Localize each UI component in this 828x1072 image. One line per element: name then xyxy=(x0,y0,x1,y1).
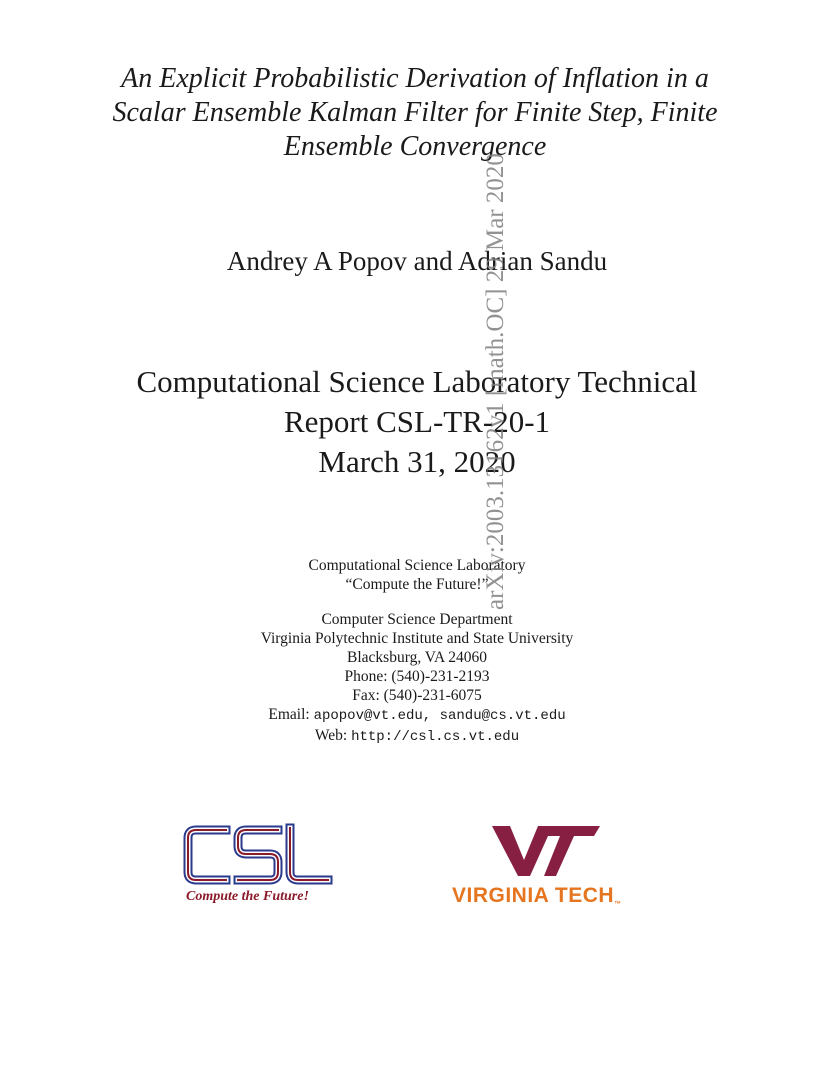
email-label: Email: xyxy=(268,706,310,723)
email-addresses[interactable]: apopov@vt.edu, sandu@cs.vt.edu xyxy=(313,708,566,724)
arxiv-stamp: arXiv:2003.13162v1 [math.OC] 29 Mar 2020 xyxy=(482,153,509,610)
title-line-1: An Explicit Probabilistic Derivation of Inflation in a xyxy=(121,63,709,94)
web-line xyxy=(0,726,828,747)
address: Blacksburg, VA 24060 xyxy=(347,649,487,666)
report-line-1: Computational Science Laboratory Technical xyxy=(136,364,698,399)
vt-name: VIRGINIA TECH xyxy=(452,884,615,907)
report-heading xyxy=(0,362,828,482)
report-line-2: Report CSL-TR-20-1 xyxy=(283,404,551,439)
web-label: Web: xyxy=(314,727,348,744)
lab-motto: “Compute the Future!” xyxy=(345,576,489,593)
contact-block xyxy=(0,610,828,747)
institution-name: Virginia Polytechnic Institute and State University xyxy=(260,630,574,647)
email-line xyxy=(0,705,828,726)
vt-wordmark xyxy=(452,884,622,908)
report-date: March 31, 2020 xyxy=(318,444,516,479)
authors: Andrey A Popov and Adrian Sandu xyxy=(226,246,608,276)
title-line-2: Scalar Ensemble Kalman Filter for Finite Step, Finite xyxy=(112,97,718,128)
department-name: Computer Science Department xyxy=(321,611,513,628)
csl-tagline: Compute the Future! xyxy=(186,889,309,904)
lab-block xyxy=(0,556,828,594)
vt-logo xyxy=(490,824,602,878)
web-link[interactable]: http://csl.cs.vt.edu xyxy=(351,729,520,745)
trademark: ™ xyxy=(614,901,622,908)
title-line-3: Ensemble Convergence xyxy=(283,131,547,162)
paper-title xyxy=(60,62,770,164)
lab-name: Computational Science Laboratory xyxy=(308,557,526,574)
phone: Phone: (540)-231-2193 xyxy=(344,668,490,685)
fax: Fax: (540)-231-6075 xyxy=(352,687,482,704)
